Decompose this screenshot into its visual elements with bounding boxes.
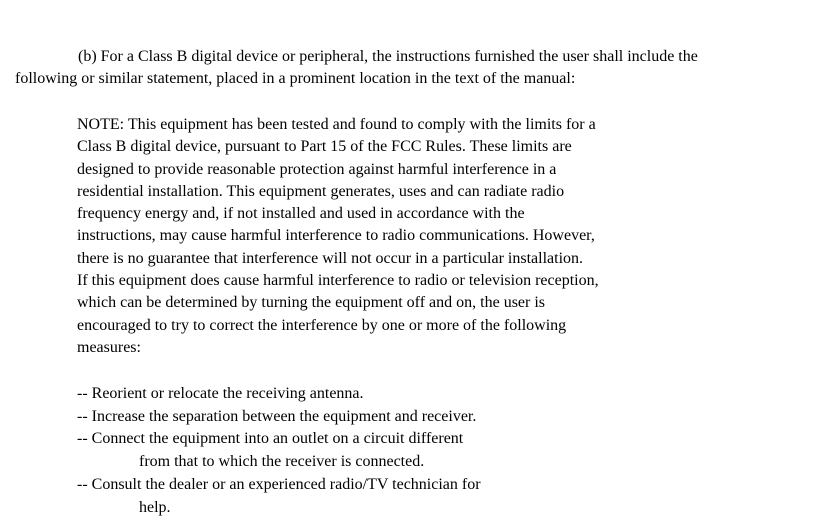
- note-line: Class B digital device, pursuant to Part 15 of the FCC Rules. These limits are: [77, 138, 572, 156]
- note-line: If this equipment does cause harmful interference to radio or television reception,: [77, 272, 599, 290]
- intro-paragraph-line-2: following or similar statement, placed in a prominent location in the text of the manual:: [15, 70, 576, 87]
- note-line: measures:: [77, 338, 141, 356]
- measures-list: [77, 383, 481, 519]
- measure-item-outlet-continuation: from that to which the receiver is connected.: [139, 453, 425, 471]
- note-line: NOTE: This equipment has been tested and found to comply with the limits for a: [77, 116, 596, 133]
- note-line: there is no guarantee that interference will not occur in a particular installation.: [77, 249, 584, 267]
- measure-item-consult-continuation: help.: [139, 498, 171, 516]
- note-line: designed to provide reasonable protection against harmful interference in a: [77, 160, 557, 178]
- measure-item-consult: -- Consult the dealer or an experienced radio/TV technician for: [77, 475, 481, 493]
- measure-item-separation: -- Increase the separation between the equipment and receiver.: [77, 407, 477, 425]
- note-line: frequency energy and, if not installed and used in accordance with the: [77, 205, 525, 223]
- note-line: encouraged to try to correct the interference by one or more of the following: [77, 316, 567, 334]
- note-line: residential installation. This equipment generates, uses and can radiate radio: [77, 182, 565, 200]
- note-line: which can be determined by turning the equipment off and on, the user is: [77, 294, 546, 312]
- note-line: instructions, may cause harmful interference to radio communications. However,: [77, 227, 595, 245]
- fcc-note-block: [77, 114, 599, 359]
- intro-paragraph-line-1: (b) For a Class B digital device or peripheral, the instructions furnished the user shall include the: [78, 48, 698, 65]
- measure-item-reorient: -- Reorient or relocate the receiving antenna.: [77, 385, 364, 402]
- measure-item-outlet: -- Connect the equipment into an outlet on a circuit different: [77, 430, 464, 448]
